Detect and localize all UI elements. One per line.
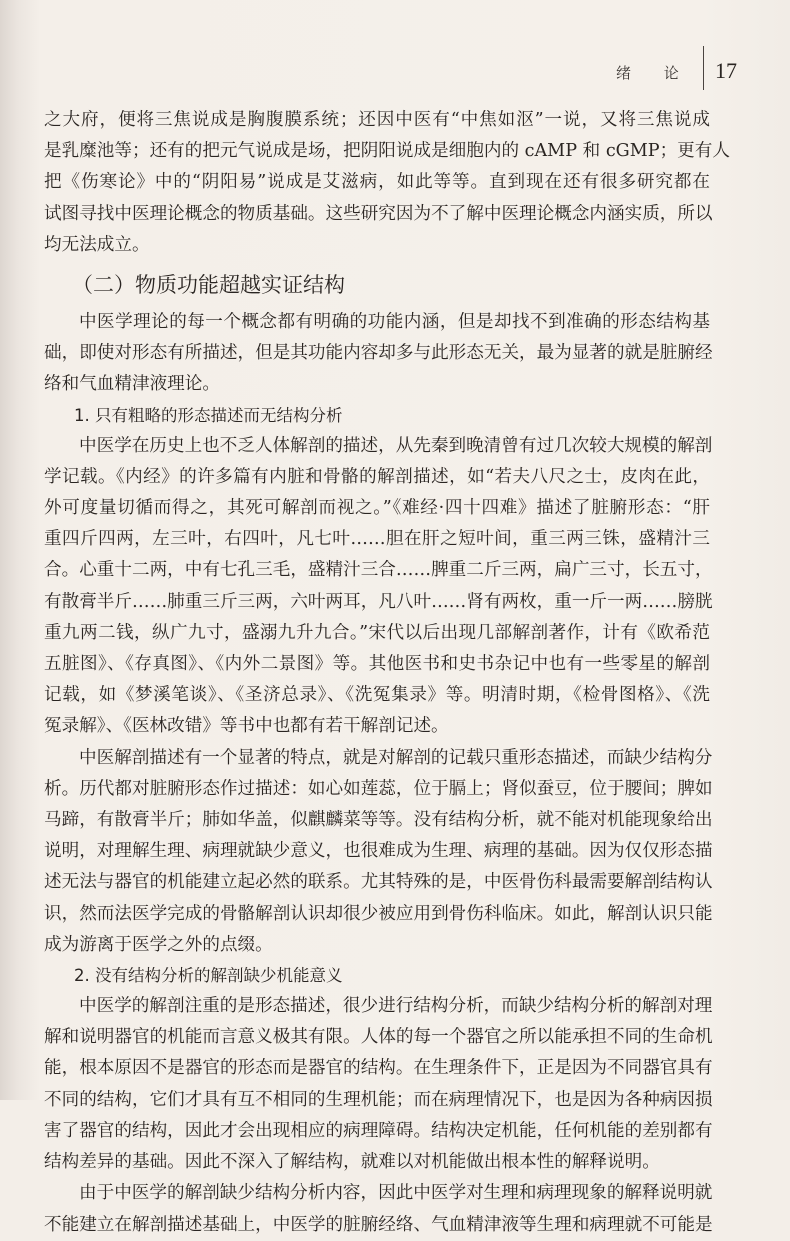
- text-line: 把《伤寒论》中的“阴阳易”说成是艾滋病，如此等等。直到现在还有很多研究都在: [44, 172, 710, 193]
- text-line: 害了器官的结构，因此才会出现相应的病理障碍。结构决定机能，任何机能的差别都有: [44, 1120, 713, 1141]
- paragraph: [44, 991, 713, 1178]
- text-line: 有散膏半斤……肺重三斤三两，六叶两耳，凡八叶……肾有两枚，重一斤一两……膀胱: [44, 591, 713, 612]
- text-line: 述无法与器官的机能建立起必然的联系。尤其特殊的是，中医骨伤科最需要解剖结构认: [44, 872, 713, 893]
- text-line: 冤录解》、《医林改错》等书中也都有若干解剖记述。: [44, 716, 449, 737]
- text-line: 重四斤四两，左三叶，右四叶，凡七叶……胆在肝之短叶间，重三两三铢，盛精汁三: [44, 529, 710, 550]
- text-line: 合。心重十二两，中有七孔三毛，盛精汁三合……脾重二斤三两，扁广三寸，长五寸，: [44, 560, 713, 581]
- text-line: 结构差异的基础。因此不深入了解结构，就难以对机能做出根本性的解释说明。: [44, 1152, 660, 1173]
- text-line: 五脏图》、《存真图》、《内外二景图》等。其他医书和史书杂记中也有一些零星的解剖: [44, 654, 710, 675]
- text-line: 由于中医学的解剖缺少结构分析内容，因此中医学对生理和病理现象的解释说明就: [79, 1183, 713, 1204]
- paragraph: [44, 1178, 713, 1240]
- text-line: 础，即使对形态有所描述，但是其功能内容却多与此形态无关，最为显著的就是脏腑经: [44, 343, 713, 364]
- header-divider: [703, 46, 704, 90]
- text-line: 成为游离于医学之外的点缀。: [44, 934, 273, 955]
- page-number: 17: [715, 58, 737, 83]
- text-line: 不能建立在解剖描述基础上，中医学的脏腑经络、气血精津液等生理和病理就不可能是: [44, 1214, 713, 1235]
- text-line: 马蹄，有散膏半斤；肺如华盖，似麒麟菜等等。没有结构分析，就不能对机能现象给出: [44, 810, 713, 831]
- subheading: 1. 只有粗略的形态描述而无结构分析: [74, 405, 343, 425]
- text-line: 外可度量切循而得之，其死可解剖而视之。”《难经·四十四难》描述了脏腑形态：“肝: [44, 498, 710, 519]
- text-line: 记载，如《梦溪笔谈》、《圣济总录》、《洗冤集录》等。明清时期，《检骨图格》、《洗: [44, 685, 710, 706]
- text-line: 中医学的解剖注重的是形态描述，很少进行结构分析，而缺少结构分析的解剖对理: [79, 996, 713, 1017]
- text-line: 之大府，便将三焦说成是胸腹膜系统；还因中医有“中焦如沤”一说，又将三焦说成: [44, 110, 710, 130]
- text-line: 中医学在历史上也不乏人体解剖的描述，从先秦到晚清曾有过几次较大规模的解剖: [79, 435, 713, 456]
- text-line: 是乳糜池等；还有的把元气说成是场，把阴阳说成是细胞内的 cAMP 和 cGMP；更有人: [44, 141, 730, 162]
- text-line: 解和说明器官的机能而言意义极其有限。人体的每一个器官之所以能承担不同的生命机: [44, 1027, 713, 1048]
- text-line: 说明，对理解生理、病理就缺少意义，也很难成为生理、病理的基础。因为仅仅形态描: [44, 841, 713, 862]
- text-line: 识，然而法医学完成的骨骼解剖认识却很少被应用到骨伤科临床。如此，解剖认识只能: [44, 903, 713, 924]
- text-line: 均无法成立。: [44, 234, 150, 255]
- text-line: 学记载。《内经》的许多篇有内脏和骨骼的解剖描述，如“若夫八尺之士，皮肉在此，: [44, 466, 710, 487]
- subheading: 2. 没有结构分析的解剖缺少机能意义: [74, 966, 343, 986]
- text-line: 中医学理论的每一个概念都有明确的功能内涵，但是却找不到准确的形态结构基: [79, 312, 710, 333]
- paragraph: [44, 431, 713, 743]
- running-header: [0, 0, 790, 95]
- paragraph-continued: [44, 105, 730, 261]
- text-line: 不同的结构，它们才具有互不相同的生理机能；而在病理情况下，也是因为各种病因损: [44, 1089, 713, 1110]
- text-line: 重九两二钱，纵广九寸，盛溺九升九合。”宋代以后出现几部解剖著作，计有《欧希范: [44, 622, 710, 643]
- paragraph: [44, 743, 713, 961]
- chapter-title: 绪 论: [616, 64, 693, 82]
- section-heading: （二）物质功能超越实证结构: [72, 273, 345, 298]
- body-text: [44, 105, 730, 1241]
- text-line: 中医解剖描述有一个显著的特点，就是对解剖的记载只重形态描述，而缺少结构分: [79, 747, 713, 768]
- text-line: 析。历代都对脏腑形态作过描述：如心如莲蕊，位于膈上；肾似蚕豆，位于腰间；脾如: [44, 778, 713, 799]
- text-line: 络和气血精津液理论。: [44, 374, 220, 395]
- text-line: 试图寻找中医理论概念的物质基础。这些研究因为不了解中医理论概念内涵实质，所以: [44, 203, 713, 224]
- paragraph: [44, 307, 713, 401]
- text-line: 能，根本原因不是器官的形态而是器官的结构。在生理条件下，正是因为不同器官具有: [44, 1058, 713, 1079]
